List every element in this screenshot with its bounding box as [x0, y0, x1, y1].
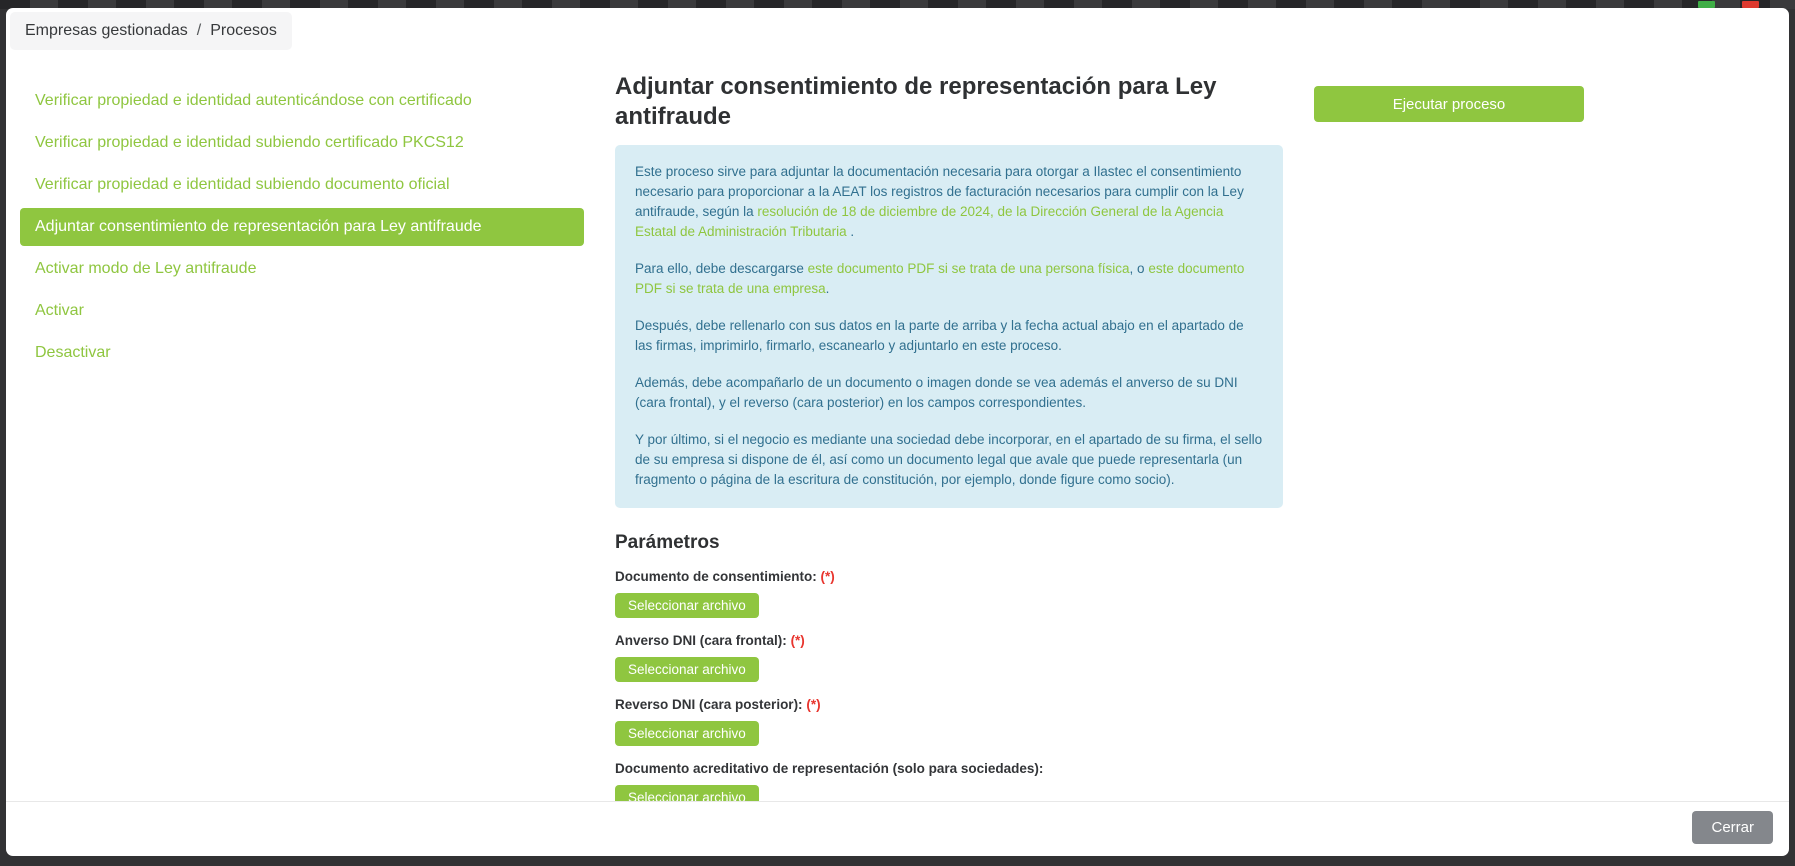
- info-text: .: [825, 281, 830, 296]
- field-reverso-dni: [615, 696, 1283, 746]
- breadcrumb-item-empresas-gestionadas[interactable]: Empresas gestionadas: [25, 22, 188, 39]
- breadcrumb-item-procesos[interactable]: Procesos: [210, 22, 277, 39]
- info-text: , o: [1129, 261, 1149, 276]
- field-label-text: Documento de consentimiento:: [615, 569, 817, 584]
- resolution-link[interactable]: resolución de 18 de diciembre de 2024, de la Dirección General de la Agencia Estatal de Administración Tributaria: [635, 204, 1224, 239]
- sidebar-item-verificar-pkcs12[interactable]: Verificar propiedad e identidad subiendo certificado PKCS12: [35, 134, 464, 151]
- info-text: Y por último, si el negocio es mediante una sociedad debe incorporar, en el apartado de su firma, el sello de su empresa si dispone de él, así como un documento legal que avale que puede representarla (un fragmento o página de la escritura de constitución, por ejemplo, donde figure como socio).: [635, 432, 1263, 487]
- sidebar-item-activar[interactable]: Activar: [35, 302, 84, 319]
- parameters-heading: Parámetros: [615, 532, 720, 553]
- actions-column: [1314, 50, 1789, 801]
- close-button[interactable]: Cerrar: [1692, 811, 1773, 844]
- field-label-text: Reverso DNI (cara posterior):: [615, 697, 803, 712]
- execute-process-button[interactable]: Ejecutar proceso: [1314, 86, 1584, 122]
- sidebar-item-verificar-certificado[interactable]: Verificar propiedad e identidad autenticándose con certificado: [35, 92, 472, 109]
- info-paragraph: [635, 316, 1263, 356]
- breadcrumb-row: [6, 8, 1789, 50]
- select-file-button-consentimiento[interactable]: Seleccionar archivo: [615, 593, 759, 618]
- select-file-button-anverso-dni[interactable]: Seleccionar archivo: [615, 657, 759, 682]
- breadcrumb: [10, 12, 292, 50]
- breadcrumb-separator: /: [196, 22, 202, 39]
- process-modal: [6, 8, 1789, 856]
- process-detail: [615, 50, 1283, 801]
- info-paragraph: [635, 373, 1263, 413]
- process-info-box: [615, 145, 1283, 508]
- modal-content: [6, 50, 1789, 801]
- info-paragraph: [635, 162, 1263, 242]
- info-text: Después, debe rellenarlo con sus datos en la parte de arriba y la fecha actual abajo en el apartado de las firmas, imprimirlo, firmarlo, escanearlo y adjuntarlo en este proceso.: [635, 318, 1244, 353]
- field-label-text: Documento acreditativo de representación (solo para sociedades):: [615, 761, 1044, 776]
- required-marker: (*): [790, 633, 805, 648]
- pdf-empresa-link[interactable]: este documento PDF si se trata de una empresa: [635, 261, 1245, 296]
- sidebar-item-verificar-documento-oficial[interactable]: Verificar propiedad e identidad subiendo documento oficial: [35, 176, 450, 193]
- sidebar-item-adjuntar-consentimiento[interactable]: Adjuntar consentimiento de representación para Ley antifraude: [20, 208, 584, 246]
- info-paragraph: [635, 259, 1263, 299]
- field-label-text: Anverso DNI (cara frontal):: [615, 633, 787, 648]
- background-red-icon: [1742, 1, 1759, 8]
- info-text: Este proceso sirve para adjuntar la documentación necesaria para otorgar a Ilastec el consentimiento necesario para proporcionar a la AEAT los registros de facturación necesarios para cumplir con la Ley antifraude, según la: [635, 164, 1244, 219]
- field-documento-acreditativo: [615, 760, 1283, 801]
- info-text: .: [846, 224, 855, 239]
- modal-footer: [6, 801, 1789, 856]
- info-text: Para ello, debe descargarse: [635, 261, 808, 276]
- select-file-button-reverso-dni[interactable]: Seleccionar archivo: [615, 721, 759, 746]
- page-title: Adjuntar consentimiento de representación para Ley antifraude: [615, 73, 1217, 130]
- select-file-button-acreditativo[interactable]: Seleccionar archivo: [615, 785, 759, 801]
- field-label: [615, 632, 1283, 650]
- background-green-icon: [1698, 1, 1715, 8]
- required-marker: (*): [820, 569, 835, 584]
- required-marker: (*): [806, 697, 821, 712]
- field-label: [615, 760, 1283, 778]
- field-anverso-dni: [615, 632, 1283, 682]
- process-list: [20, 50, 584, 801]
- info-paragraph: [635, 430, 1263, 490]
- field-label: [615, 696, 1283, 714]
- sidebar-item-activar-modo-ley-antifraude[interactable]: Activar modo de Ley antifraude: [35, 260, 257, 277]
- field-documento-consentimiento: [615, 568, 1283, 618]
- info-text: Además, debe acompañarlo de un documento o imagen donde se vea además el anverso de su DNI (cara frontal), y el reverso (cara posterior) en los campos correspondientes.: [635, 375, 1238, 410]
- pdf-persona-fisica-link[interactable]: este documento PDF si se trata de una persona física: [807, 261, 1130, 276]
- sidebar-item-desactivar[interactable]: Desactivar: [35, 344, 111, 361]
- field-label: [615, 568, 1283, 586]
